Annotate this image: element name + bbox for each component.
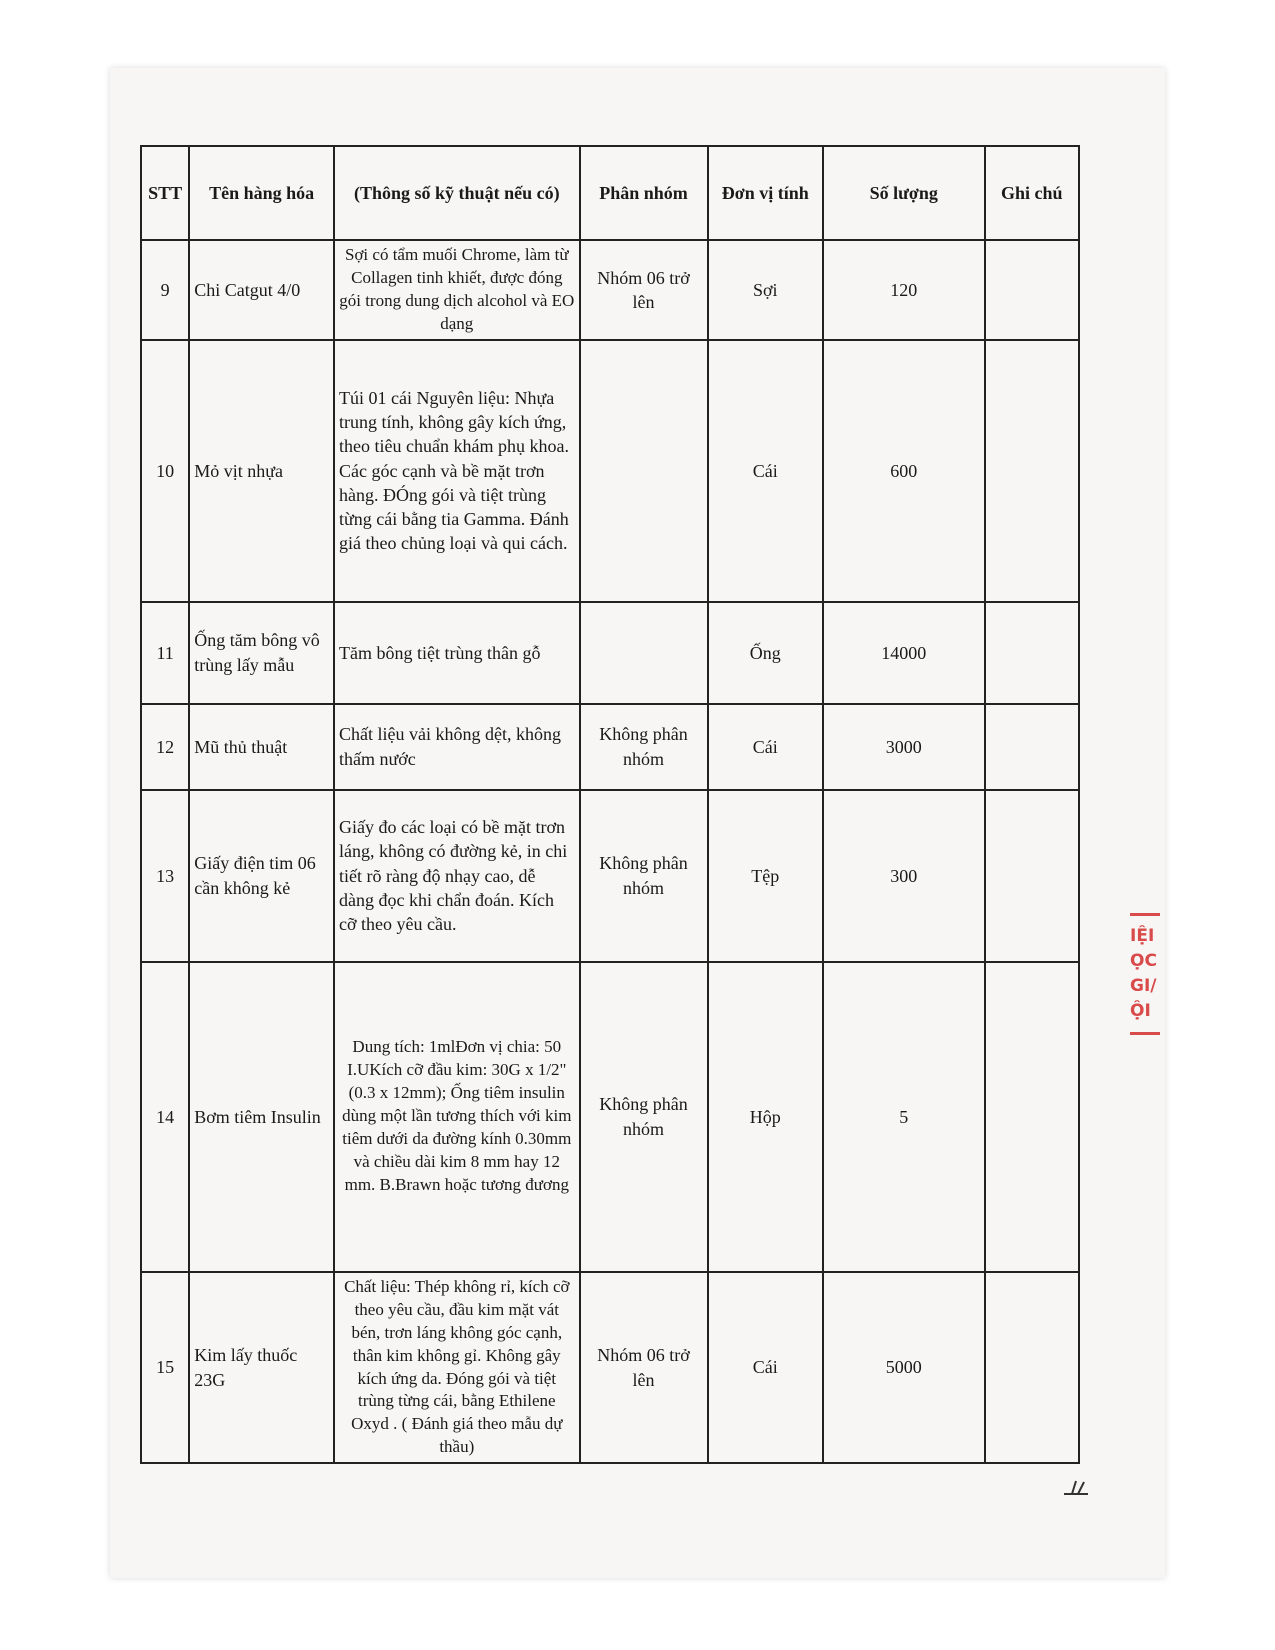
table-row xyxy=(141,704,1079,790)
cell-stt: 11 xyxy=(141,602,189,704)
cell-stt: 12 xyxy=(141,704,189,790)
cell-spec: Túi 01 cái Nguyên liệu: Nhựa trung tính, không gây kích ứng, theo tiêu chuẩn khám phụ khoa. Các góc cạnh và bề mặt trơn hàng. ĐÓng gói và tiệt trùng từng cái bằng tia Gamma. Đánh giá theo chủng loại và qui cách. xyxy=(334,340,580,602)
cell-name: Bơm tiêm Insulin xyxy=(189,962,334,1272)
stamp-text-line: GI/ xyxy=(1130,976,1157,996)
cell-spec: Dung tích: 1mlĐơn vị chia: 50 I.UKích cỡ đầu kim: 30G x 1/2" (0.3 x 12mm); Ống tiêm insulin dùng một lần tương thích với kim tiêm dưới da đường kính 0.30mm và chiều dài kim 8 mm hay 12 mm. B.Brawn hoặc tương đương xyxy=(334,962,580,1272)
cell-unit: Sợi xyxy=(708,240,823,340)
cell-qty: 5000 xyxy=(823,1272,985,1464)
cell-stt: 14 xyxy=(141,962,189,1272)
cell-note xyxy=(985,240,1079,340)
cell-spec: Chất liệu: Thép không rỉ, kích cỡ theo yêu cầu, đầu kim mặt vát bén, trơn láng không góc cạnh, thân kim không gỉ. Không gây kích ứng da. Đóng gói và tiệt trùng từng cái, bằng Ethilene Oxyd . ( Đánh giá theo mẫu dự thầu) xyxy=(334,1272,580,1464)
cell-unit: Hộp xyxy=(708,962,823,1272)
cell-qty: 300 xyxy=(823,790,985,962)
cell-group: Không phân nhóm xyxy=(580,790,708,962)
header-group: Phân nhóm xyxy=(580,146,708,240)
stamp-text-line: ỘI xyxy=(1130,1001,1151,1021)
header-qty: Số lượng xyxy=(823,146,985,240)
stamp-border-mark xyxy=(1130,1032,1160,1035)
cell-group: Nhóm 06 trở lên xyxy=(580,1272,708,1464)
cell-unit: Cái xyxy=(708,704,823,790)
cell-stt: 15 xyxy=(141,1272,189,1464)
cell-spec: Chất liệu vải không dệt, không thấm nước xyxy=(334,704,580,790)
cell-qty: 3000 xyxy=(823,704,985,790)
cell-group xyxy=(580,602,708,704)
red-stamp-fragment xyxy=(1130,905,1170,1105)
cell-spec: Sợi có tẩm muối Chrome, làm từ Collagen tinh khiết, được đóng gói trong dung dịch alcohol và EO dạng xyxy=(334,240,580,340)
header-note: Ghi chú xyxy=(985,146,1079,240)
cell-note xyxy=(985,790,1079,962)
cell-note xyxy=(985,1272,1079,1464)
cell-qty: 14000 xyxy=(823,602,985,704)
cell-note xyxy=(985,962,1079,1272)
cell-name: Giấy điện tim 06 cần không kẻ xyxy=(189,790,334,962)
cell-name: Chi Catgut 4/0 xyxy=(189,240,334,340)
cell-name: Mỏ vịt nhựa xyxy=(189,340,334,602)
cell-note xyxy=(985,602,1079,704)
cell-group: Không phân nhóm xyxy=(580,704,708,790)
cell-stt: 13 xyxy=(141,790,189,962)
cell-stt: 9 xyxy=(141,240,189,340)
cell-qty: 600 xyxy=(823,340,985,602)
stamp-text-line: ỌC xyxy=(1130,951,1157,971)
cell-name: Kim lấy thuốc 23G xyxy=(189,1272,334,1464)
table-row xyxy=(141,340,1079,602)
header-spec: (Thông số kỹ thuật nếu có) xyxy=(334,146,580,240)
cell-note xyxy=(985,340,1079,602)
goods-table xyxy=(140,145,1080,1464)
cell-spec: Tăm bông tiệt trùng thân gỗ xyxy=(334,602,580,704)
stamp-border-mark xyxy=(1130,913,1160,916)
cell-stt: 10 xyxy=(141,340,189,602)
cell-group: Không phân nhóm xyxy=(580,962,708,1272)
table-row xyxy=(141,962,1079,1272)
cell-name: Mũ thủ thuật xyxy=(189,704,334,790)
table-row xyxy=(141,240,1079,340)
cell-spec: Giấy đo các loại có bề mặt trơn láng, không có đường kẻ, in chi tiết rõ ràng độ nhạy cao, dễ dàng đọc khi chẩn đoán. Kích cỡ theo yêu cầu. xyxy=(334,790,580,962)
stamp-text-line: IỆI xyxy=(1130,926,1155,946)
header-unit: Đơn vị tính xyxy=(708,146,823,240)
cell-group: Nhóm 06 trở lên xyxy=(580,240,708,340)
cell-group xyxy=(580,340,708,602)
table-row xyxy=(141,1272,1079,1464)
header-name: Tên hàng hóa xyxy=(189,146,334,240)
cell-unit: Cái xyxy=(708,340,823,602)
cell-name: Ống tăm bông vô trùng lấy mẫu xyxy=(189,602,334,704)
table-row xyxy=(141,602,1079,704)
cell-unit: Ống xyxy=(708,602,823,704)
header-stt: STT xyxy=(141,146,189,240)
cell-note xyxy=(985,704,1079,790)
cell-qty: 5 xyxy=(823,962,985,1272)
table-header-row xyxy=(141,146,1079,240)
cell-unit: Cái xyxy=(708,1272,823,1464)
cell-qty: 120 xyxy=(823,240,985,340)
cell-unit: Tệp xyxy=(708,790,823,962)
table-row xyxy=(141,790,1079,962)
signature-mark xyxy=(1062,1478,1090,1498)
